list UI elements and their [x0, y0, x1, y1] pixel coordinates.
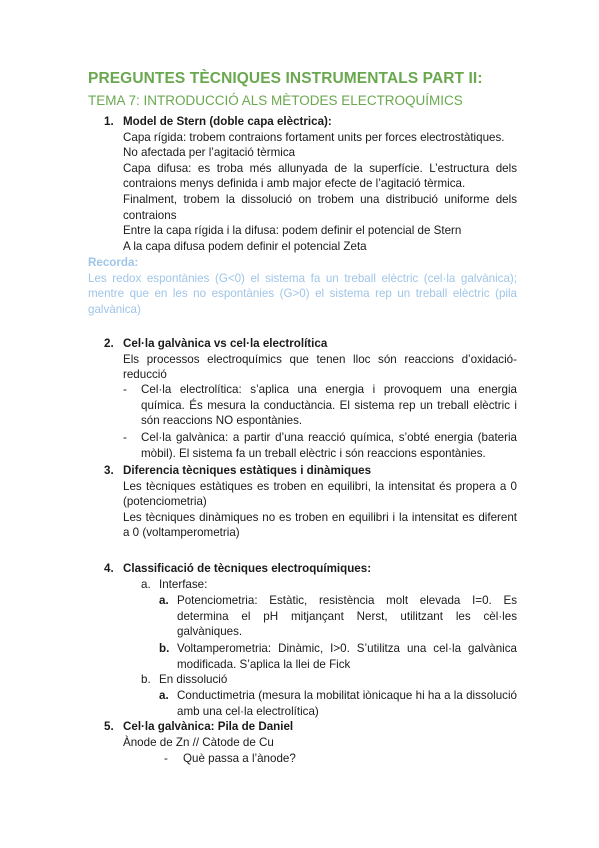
q2-block	[123, 336, 517, 383]
q1-line-4: Finalment, trobem la dissolució on trobem una distribució uniforme dels contraions	[123, 192, 517, 222]
q4-a-item-1-mark: a.	[159, 594, 169, 607]
q5-bullet-mark: -	[164, 752, 168, 765]
q4-a-item-2-mark: b.	[159, 642, 170, 655]
q2-heading: Cel·la galvànica vs cel·la electrolítica	[123, 337, 328, 350]
q4-b-item-1-mark: a.	[159, 689, 169, 702]
q4-a-item-1: Potenciometria: Estàtic, resistència molt elevada I=0. Es determina el pH mitjançant Nerst, utilitzant les cèl·les galvàniques.	[177, 594, 517, 639]
q4-a-mark: a.	[141, 578, 151, 591]
q4-number: 4.	[104, 562, 114, 575]
recorda-text: Les redox espontànies (G<0) el sistema fa un treball elèctric (cel·la galvànica); mentre que en les no espontànies (G>0) el sistema rep un treball elèctric (pila galvànica)	[88, 271, 517, 316]
q1-line-5: Entre la capa rígida i la difusa: podem definir el potencial de Stern	[123, 224, 462, 238]
q1-line-1: Capa rígida: trobem contraions fortament units per forces electrostàtiques.	[123, 130, 505, 144]
document-title: PREGUNTES TÈCNIQUES INSTRUMENTALS PART II:	[88, 70, 483, 87]
q4-heading: Classificació de tècniques electroquímiques:	[123, 562, 372, 575]
q4-b-mark: b.	[141, 673, 151, 686]
q5-line-1: Ànode de Zn // Càtode de Cu	[123, 735, 274, 749]
q1-line-3: Capa difusa: es troba més allunyada de la superfície. L’estructura dels contraions menys definida i amb major efecte de l’agitació tèrmica.	[123, 161, 517, 191]
recorda-note	[88, 255, 517, 317]
q5-heading: Cel·la galvànica: Pila de Daniel	[123, 720, 294, 733]
q2-intro: Els processos electroquímics que tenen lloc són reaccions d’oxidació-reducció	[123, 352, 517, 382]
q1-heading: Model de Stern (doble capa elèctrica):	[123, 115, 332, 128]
document-subtitle: TEMA 7: INTRODUCCIÓ ALS MÈTODES ELECTROQUÍMICS	[88, 93, 463, 108]
q3-block	[123, 463, 517, 541]
q4-b-label: En dissolució	[159, 673, 228, 686]
q4-a-item-2: Voltamperometria: Dinàmic, I>0. S’utilitza una cel·la galvànica modificada. S’aplica la llei de Fick	[177, 642, 517, 671]
q3-paragraph-2: Les tècniques dinàmiques no es troben en equilibri i la intensitat es diferent a 0 (voltamperometria)	[123, 510, 517, 540]
q2-number: 2.	[104, 337, 114, 350]
q3-paragraph-1: Les tècniques estàtiques es troben en equilibri, la intensitat és propera a 0 (potenciometria)	[123, 479, 517, 509]
q5-number: 5.	[104, 720, 114, 733]
q2-bullet-1: Cel·la electrolítica: s’aplica una energia i provoquem una energia química. És mesura la conductància. El sistema rep un treball elèctric i són reaccions NO espontànies.	[141, 383, 517, 428]
q1-line-2: No afectada per l’agitació tèrmica	[123, 146, 296, 160]
q5-block	[123, 719, 517, 750]
q1-block	[123, 114, 517, 254]
q2-bullet-mark-1: -	[123, 383, 127, 396]
q2-bullet-mark-2: -	[123, 431, 127, 444]
q1-number: 1.	[104, 115, 114, 128]
q4-a-label: Interfase:	[159, 578, 208, 591]
q2-bullet-2: Cel·la galvànica: a partir d’una reacció química, s’obté energia (bateria mòbil). El sistema fa un treball elèctric i són reaccions espontànies.	[141, 431, 517, 460]
q3-number: 3.	[104, 464, 114, 477]
recorda-title: Recorda:	[88, 256, 139, 269]
q1-line-6: A la capa difusa podem definir el potencial Zeta	[123, 239, 367, 253]
q5-bullet-1: Què passa a l’ànode?	[183, 752, 296, 765]
q3-heading: Diferencia tècniques estàtiques i dinàmiques	[123, 464, 372, 477]
q4-b-item-1: Conductimetria (mesura la mobilitat iònicaque hi ha a la dissolució amb una cel·la electrolítica)	[177, 689, 517, 718]
